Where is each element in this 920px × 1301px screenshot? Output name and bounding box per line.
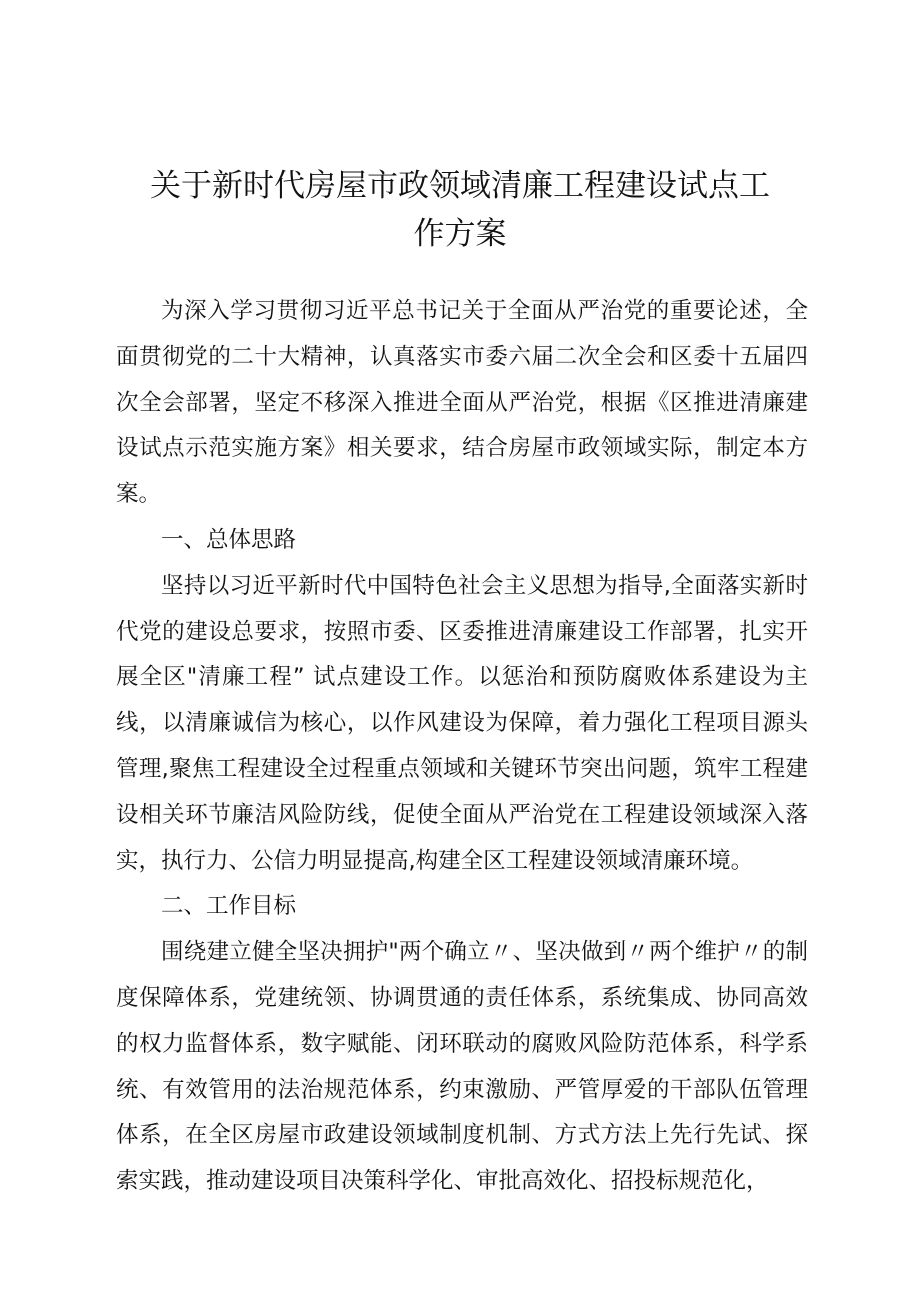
section-heading-overall-approach: 一、总体思路 xyxy=(161,526,297,553)
section-heading-work-goals: 二、工作目标 xyxy=(161,893,297,920)
title-line-2: 作方案 xyxy=(413,216,507,252)
section-paragraph-work-goals: 围绕建立健全坚决拥护"两个确立〃、坚决做到〃两个维护〃的制度保障体系，党建统领、协调贯通的责任体系，系统集成、协同高效的权力监督体系，数字赋能、闭环联动的腐败风险防范体系，科学系统、有效管用的法治规范体系，约束激励、严管厚爱的干部队伍管理体系，在全区房屋市政建设领域制度机制、方式方法上先行先试、探索实践，推动建设项目决策科学化、审批高效化、招投标规范化， xyxy=(116,939,808,1195)
section-paragraph-overall-approach: 坚持以习近平新时代中国特色社会主义思想为指导,全面落实新时代党的建设总要求，按照市委、区委推进清廉建设工作部署，扎实开展全区"清廉工程” 试点建设工作。以惩治和预防腐败体系建设为主线，以清廉诚信为核心，以作风建设为保障，着力强化工程项目源头管理,聚焦工程建设全过程重点领域和关键环节突出问题，筑牢工程建设相关环节廉洁风险防线，促使全面从严治党在工程建设领域深入落实，执行力、公信力明显提高,构建全区工程建设领域清廉环境。 xyxy=(116,572,808,874)
intro-paragraph: 为深入学习贯彻习近平总书记关于全面从严治党的重要论述，全面贯彻党的二十大精神，认真落实市委六届二次全会和区委十五届四次全会部署，坚定不移深入推进全面从严治党，根据《区推进清廉建设试点示范实施方案》相关要求，结合房屋市政领域实际，制定本方案。 xyxy=(116,298,808,508)
document-title xyxy=(110,162,810,258)
title-line-1: 关于新时代房屋市政领域清廉工程建设试点工 xyxy=(150,168,770,204)
document-body xyxy=(116,289,808,1205)
